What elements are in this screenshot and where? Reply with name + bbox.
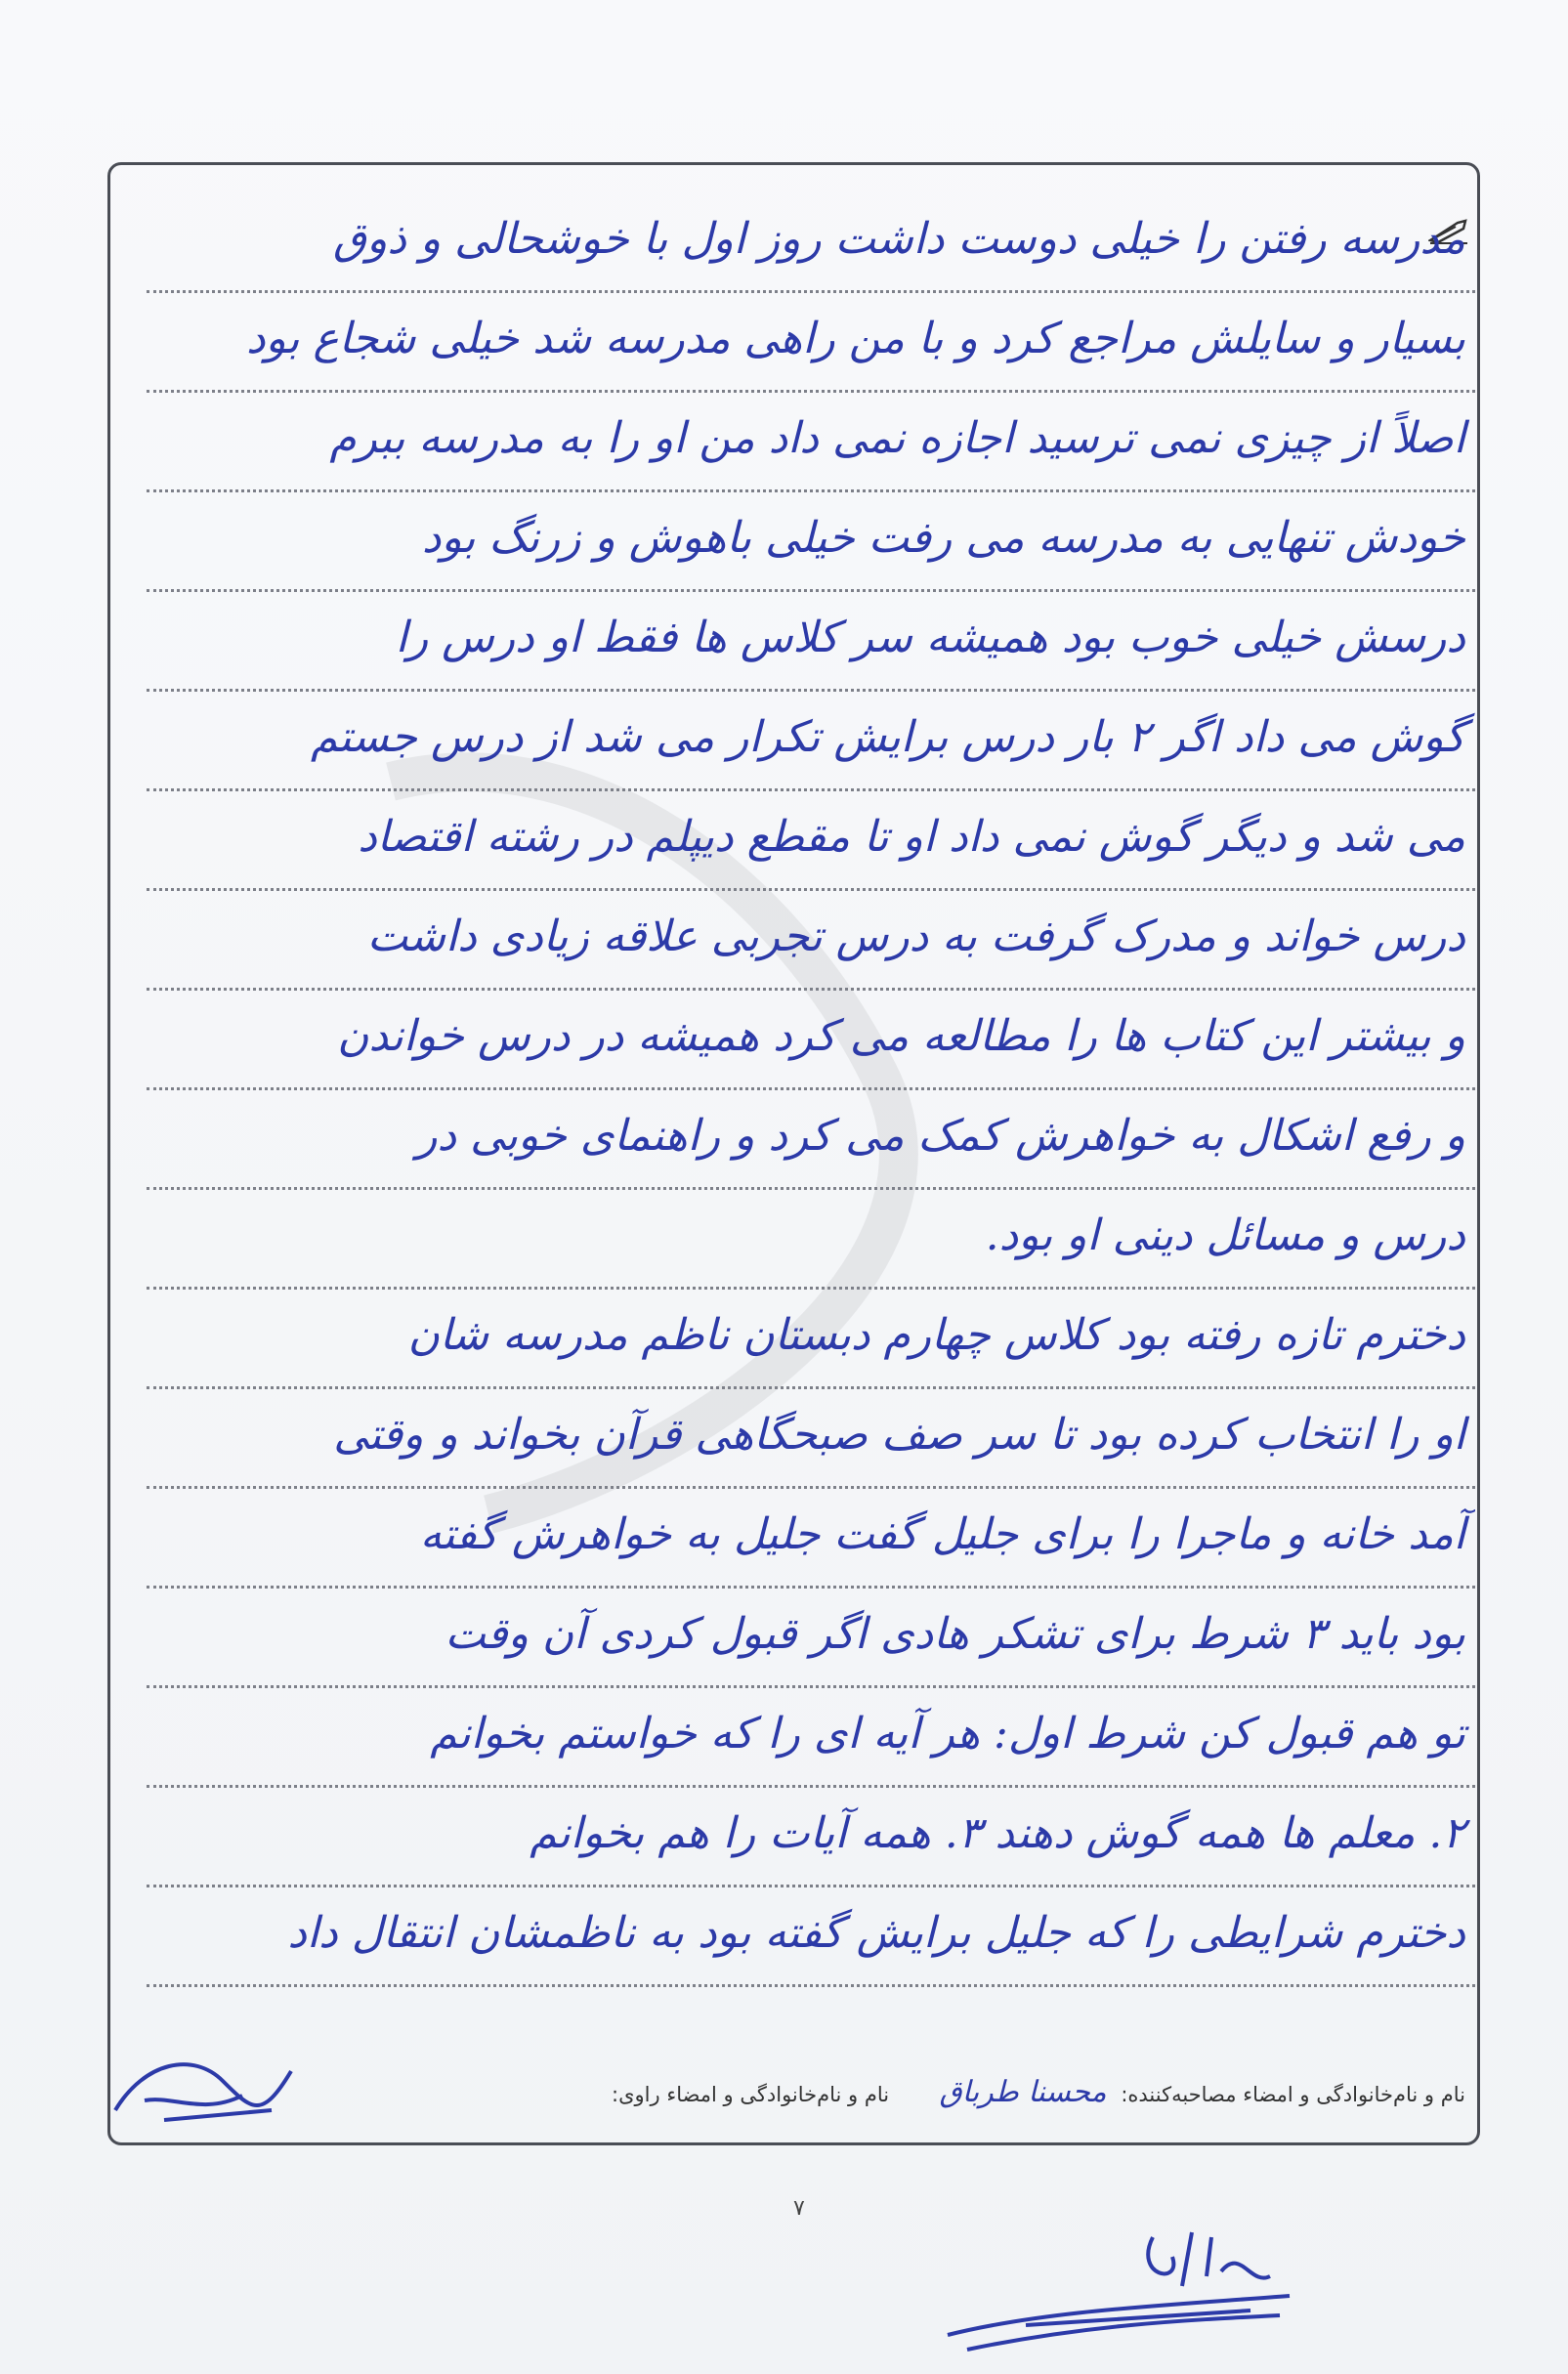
handwriting-line: درسش خیلی خوب بود همیشه سر کلاس ها فقط او درس را bbox=[147, 594, 1475, 692]
handwriting-line: و بیشتر این کتاب ها را مطالعه می کرد همیشه در درس خواندن bbox=[147, 993, 1475, 1090]
narrator-signature bbox=[106, 2042, 301, 2140]
handwriting-line: و رفع اشکال به خواهرش کمک می کرد و راهنمای خوبی در bbox=[147, 1092, 1475, 1190]
handwriting-line: درس خواند و مدرک گرفت به درس تجربی علاقه زیادی داشت bbox=[147, 893, 1475, 991]
handwriting-line: درس و مسائل دینی او بود. bbox=[147, 1192, 1475, 1290]
handwriting-line: مدرسه رفتن را خیلی دوست داشت روز اول با خوشحالی و ذوق bbox=[147, 195, 1475, 293]
handwriting-line: دخترم تازه رفته بود کلاس چهارم دبستان ناظم مدرسه شان bbox=[147, 1292, 1475, 1389]
signature-footer bbox=[127, 2063, 1465, 2122]
handwriting-line: ۲. معلم ها همه گوش دهند ۳. همه آیات را هم بخوانم bbox=[147, 1790, 1475, 1887]
page-number: ۷ bbox=[793, 2196, 805, 2221]
bottom-signature bbox=[928, 2218, 1299, 2364]
interviewer-name: محسنا طرباق bbox=[939, 2075, 1107, 2109]
handwriting-line: دخترم شرایطی را که جلیل برایش گفته بود به ناظمشان انتقال داد bbox=[147, 1889, 1475, 1987]
interviewer-label: نام و نام‌خانوادگی و امضاء مصاحبه‌کننده: bbox=[1121, 2083, 1465, 2106]
handwriting-line: آمد خانه و ماجرا را برای جلیل گفت جلیل به خواهرش گفته bbox=[147, 1491, 1475, 1589]
narrator-label: نام و نام‌خانوادگی و امضاء راوی: bbox=[612, 2083, 890, 2106]
handwriting-line: بسیار و سایلش مراجع کرد و با من راهی مدرسه شد خیلی شجاع بود bbox=[147, 295, 1475, 393]
handwriting-line: خودش تنهایی به مدرسه می رفت خیلی باهوش و زرنگ بود bbox=[147, 494, 1475, 592]
handwriting-line: می شد و دیگر گوش نمی داد او تا مقطع دیپلم در رشته اقتصاد bbox=[147, 793, 1475, 891]
handwriting-line: او را انتخاب کرده بود تا سر صف صبحگاهی قرآن بخواند و وقتی bbox=[147, 1391, 1475, 1489]
handwriting-line: گوش می داد اگر ۲ بار درس برایش تکرار می شد از درس جستم bbox=[147, 694, 1475, 791]
handwriting-line: بود باید ۳ شرط برای تشکر هادی اگر قبول کردی آن وقت bbox=[147, 1590, 1475, 1688]
handwriting-line: اصلاً از چیزی نمی ترسید اجازه نمی داد من او را به مدرسه ببرم bbox=[147, 395, 1475, 492]
handwriting-line: تو هم قبول کن شرط اول: هر آیه ای را که خواستم بخوانم bbox=[147, 1690, 1475, 1788]
